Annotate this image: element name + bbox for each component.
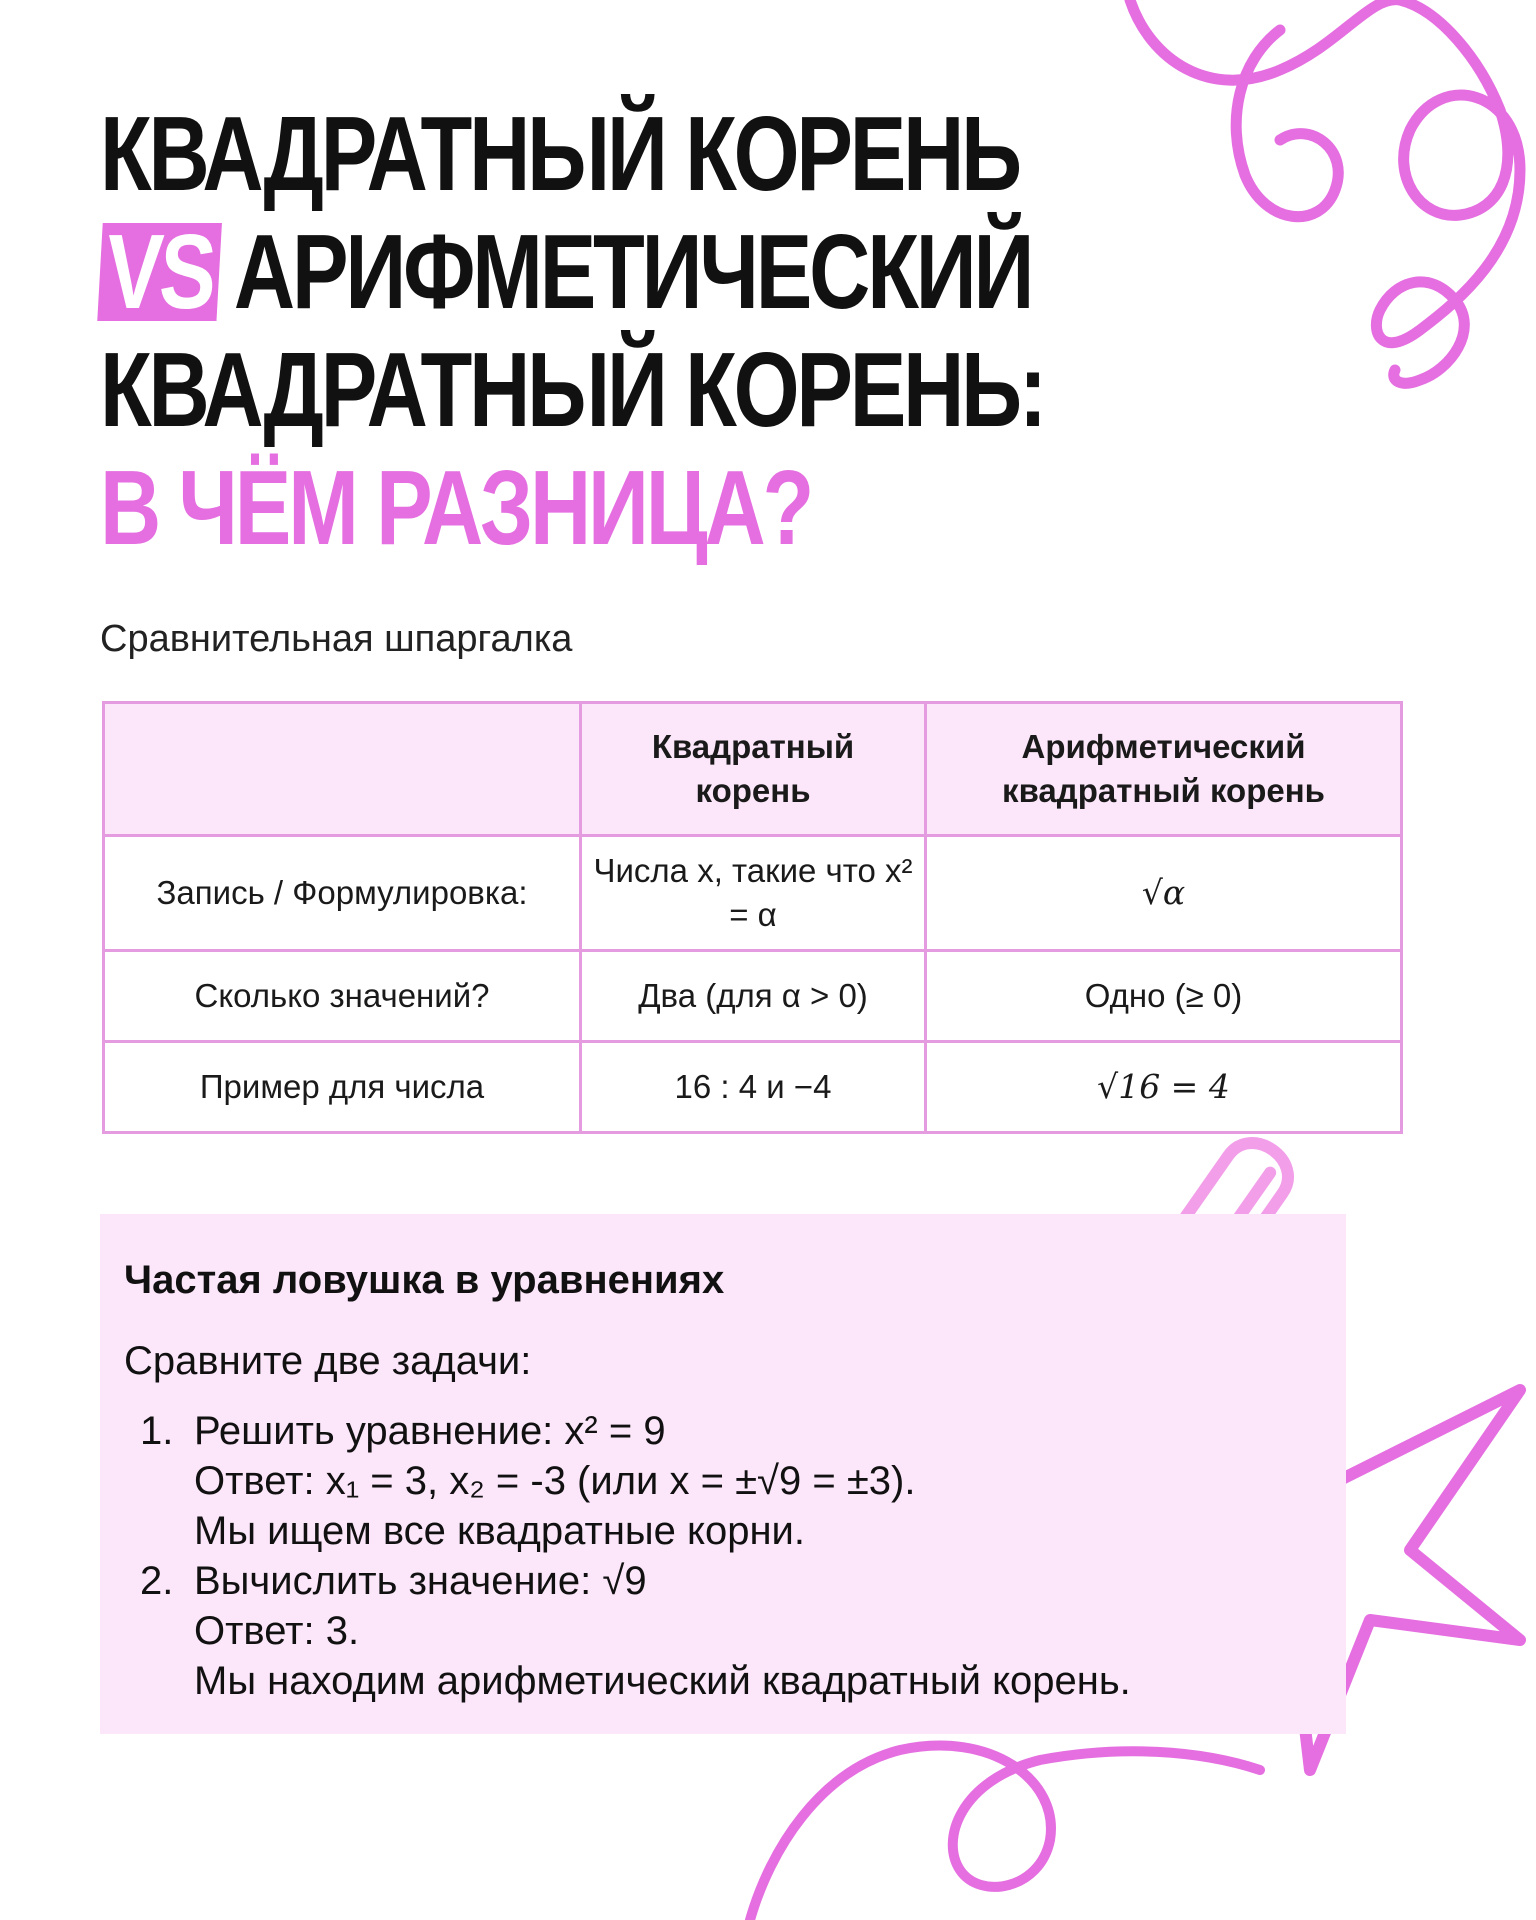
list-number: 2. <box>140 1559 174 1603</box>
list-line: Вычислить значение: √9 <box>194 1559 647 1603</box>
title-line-4: В ЧЁМ РАЗНИЦА? <box>100 449 812 567</box>
list-line: Ответ: x₁ = 3, x₂ = -3 (или x = ±√9 = ±3). <box>194 1459 916 1503</box>
vs-badge: VS <box>97 223 222 321</box>
row-label: Сколько значений? <box>104 951 581 1042</box>
swirl-top-right <box>1130 0 1520 383</box>
list-item <box>140 1556 1131 1706</box>
table-cell: Одно (≥ 0) <box>926 951 1402 1042</box>
table-cell: √α <box>926 836 1402 951</box>
subtitle: Сравнительная шпаргалка <box>100 618 573 660</box>
table-cell: 16 : 4 и −4 <box>581 1042 926 1133</box>
table-row <box>104 951 1402 1042</box>
table-cell: √16 = 4 <box>926 1042 1402 1133</box>
table-header-row <box>104 703 1402 836</box>
title-line-2 <box>100 213 1044 331</box>
trap-box <box>100 1214 1346 1734</box>
list-number: 1. <box>140 1409 174 1453</box>
list-line: Мы ищем все квадратные корни. <box>194 1509 806 1553</box>
list-line: Ответ: 3. <box>194 1609 360 1653</box>
trap-intro: Сравните две задачи: <box>124 1339 532 1383</box>
trap-list <box>140 1406 1131 1706</box>
row-label: Запись / Формулировка: <box>104 836 581 951</box>
table-header-cell: Квадратный корень <box>581 703 926 836</box>
list-item <box>140 1406 1131 1556</box>
list-line: Мы находим арифметический квадратный корень. <box>194 1659 1131 1703</box>
table-row <box>104 1042 1402 1133</box>
title-line-2-text: АРИФМЕТИЧЕСКИЙ <box>233 213 1032 331</box>
trap-title: Частая ловушка в уравнениях <box>124 1258 725 1302</box>
row-label: Пример для числа <box>104 1042 581 1133</box>
table-header-cell <box>104 703 581 836</box>
table-header-cell: Арифметический квадратный корень <box>926 703 1402 836</box>
swirl-bottom <box>750 1746 1260 1920</box>
list-line: Решить уравнение: x² = 9 <box>194 1409 666 1453</box>
title-line-3: КВАДРАТНЫЙ КОРЕНЬ: <box>100 331 1044 449</box>
table-cell: Числа x, такие что x² = α <box>581 836 926 951</box>
table-cell: Два (для α > 0) <box>581 951 926 1042</box>
table-row <box>104 836 1402 951</box>
page-title <box>100 95 1044 567</box>
title-line-1: КВАДРАТНЫЙ КОРЕНЬ <box>100 95 1019 213</box>
comparison-table <box>102 701 1403 1134</box>
